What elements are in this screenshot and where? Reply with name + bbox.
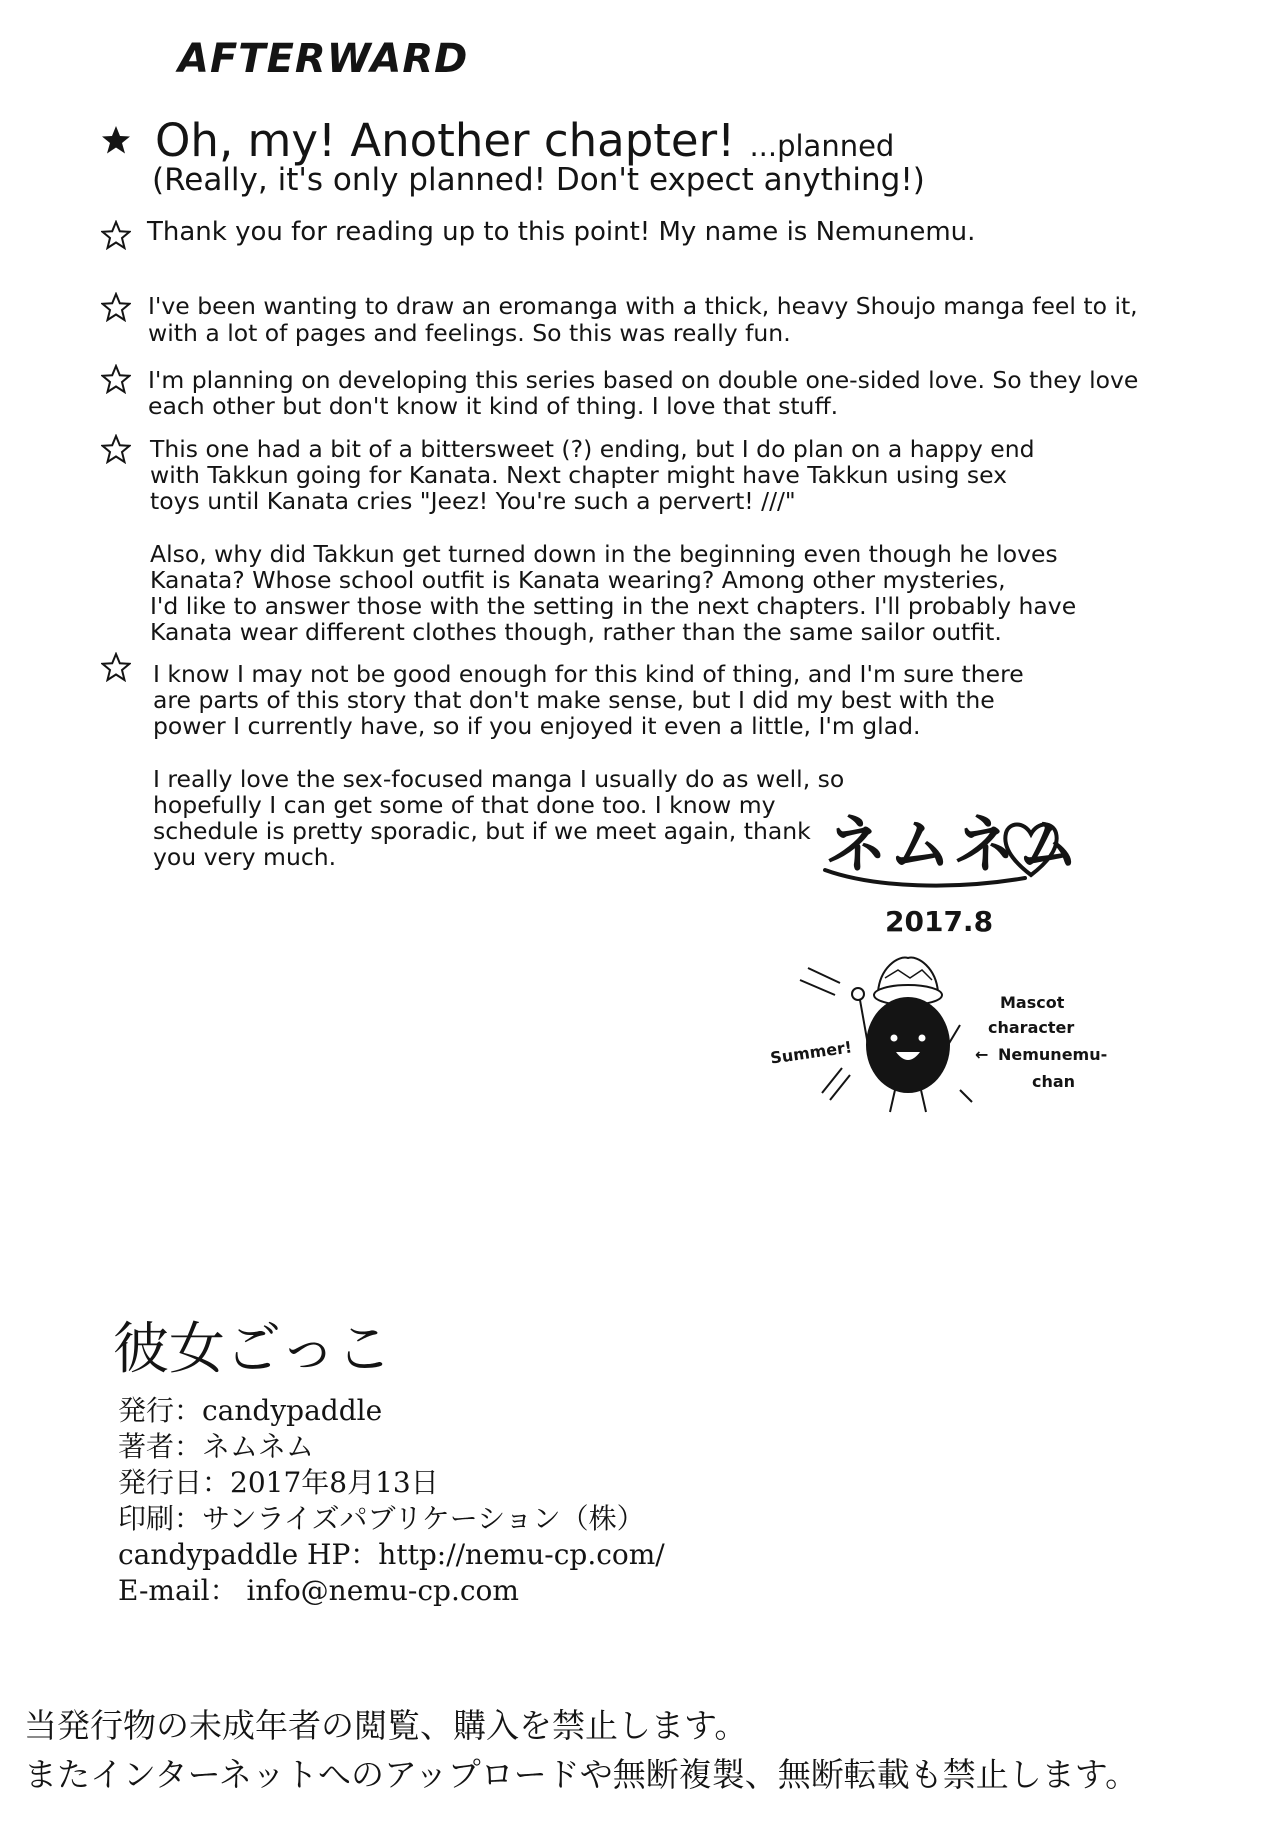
paragraph-3-line-1: I'm planning on developing this series based on double one-sided love. So they love <box>148 366 1139 394</box>
mascot-drawing <box>790 950 990 1125</box>
paragraph-4-line-3: toys until Kanata cries "Jeez! You're such a pervert! ///" <box>150 487 796 515</box>
paragraph-5-line-4: Kanata wear different clothes though, rather than the same sailor outfit. <box>150 618 1002 646</box>
outline-star-icon <box>101 220 131 250</box>
paragraph-6-line-3: power I currently have, so if you enjoyed it even a little, I'm glad. <box>153 712 921 740</box>
heart-icon <box>1000 815 1062 881</box>
colophon-email: E-mail： info@nemu-cp.com <box>118 1574 519 1607</box>
colophon-date: 発行日：2017年8月13日 <box>118 1466 439 1499</box>
paragraph-6-line-2: are parts of this story that don't make sense, but I did my best with the <box>153 686 995 714</box>
outline-star-icon <box>101 434 131 464</box>
outline-star-icon <box>101 292 131 322</box>
paragraph-2-line-2: with a lot of pages and feelings. So this was really fun. <box>148 319 791 347</box>
paragraph-2-line-1: I've been wanting to draw an eromanga with a thick, heavy Shoujo manga feel to it, <box>148 292 1138 320</box>
mascot-label-line-2: character <box>988 1018 1075 1037</box>
notice-line-2: またインターネットへのアップロードや無断複製、無断転載も禁止します。 <box>24 1755 1139 1794</box>
author-signature: ネムネム <box>825 808 1082 881</box>
paragraph-5-line-2: Kanata? Whose school outfit is Kanata wearing? Among other mysteries, <box>150 566 1006 594</box>
mascot-summer-text: Summer! <box>769 1037 854 1068</box>
paragraph-7-line-1: I really love the sex-focused manga I usually do as well, so <box>153 765 845 793</box>
paragraph-4-line-1: This one had a bit of a bittersweet (?) ending, but I do plan on a happy end <box>150 435 1035 463</box>
signature-date: 2017.8 <box>885 905 994 938</box>
intro-title <box>155 114 894 167</box>
paragraph-5-line-3: I'd like to answer those with the setting in the next chapters. I'll probably have <box>150 592 1077 620</box>
paragraph-4-line-2: with Takkun going for Kanata. Next chapter might have Takkun using sex <box>150 461 1008 489</box>
colophon-publisher: 発行：candypaddle <box>118 1394 383 1427</box>
mascot-label-line-1: Mascot <box>1000 993 1065 1012</box>
notice-line-1: 当発行物の未成年者の閲覧、購入を禁止します。 <box>24 1706 748 1745</box>
colophon-author: 著者：ネムネム <box>118 1430 315 1463</box>
paragraph-7-line-4: you very much. <box>153 843 337 871</box>
intro-title-suffix: ...planned <box>749 129 895 163</box>
mascot-label-line-4: chan <box>1032 1072 1076 1091</box>
colophon-homepage: candypaddle HP：http://nemu-cp.com/ <box>118 1538 665 1571</box>
afterword-heading: AFTERWARD <box>178 36 469 82</box>
intro-subtitle: (Really, it's only planned! Don't expect anything!) <box>152 162 925 198</box>
outline-star-icon <box>101 364 131 394</box>
paragraph-1: Thank you for reading up to this point! My name is Nemunemu. <box>147 217 976 247</box>
paragraph-6-line-1: I know I may not be good enough for this kind of thing, and I'm sure there <box>153 660 1024 688</box>
paragraph-7-line-2: hopefully I can get some of that done too. I know my <box>153 791 776 819</box>
colophon-title: 彼女ごっこ <box>113 1317 392 1382</box>
paragraph-3-line-2: each other but don't know it kind of thing. I love that stuff. <box>148 392 839 420</box>
colophon-printer: 印刷：サンライズパブリケーション（株） <box>118 1502 645 1535</box>
intro-title-text: Oh, my! Another chapter! <box>155 114 736 167</box>
mascot-arrow-icon: ← <box>975 1045 989 1064</box>
paragraph-5-line-1: Also, why did Takkun get turned down in the beginning even though he loves <box>150 540 1058 568</box>
filled-star-icon <box>101 125 131 155</box>
outline-star-icon <box>101 652 131 682</box>
mascot-label-line-3: Nemunemu- <box>998 1045 1108 1064</box>
paragraph-7-line-3: schedule is pretty sporadic, but if we meet again, thank <box>153 817 811 845</box>
